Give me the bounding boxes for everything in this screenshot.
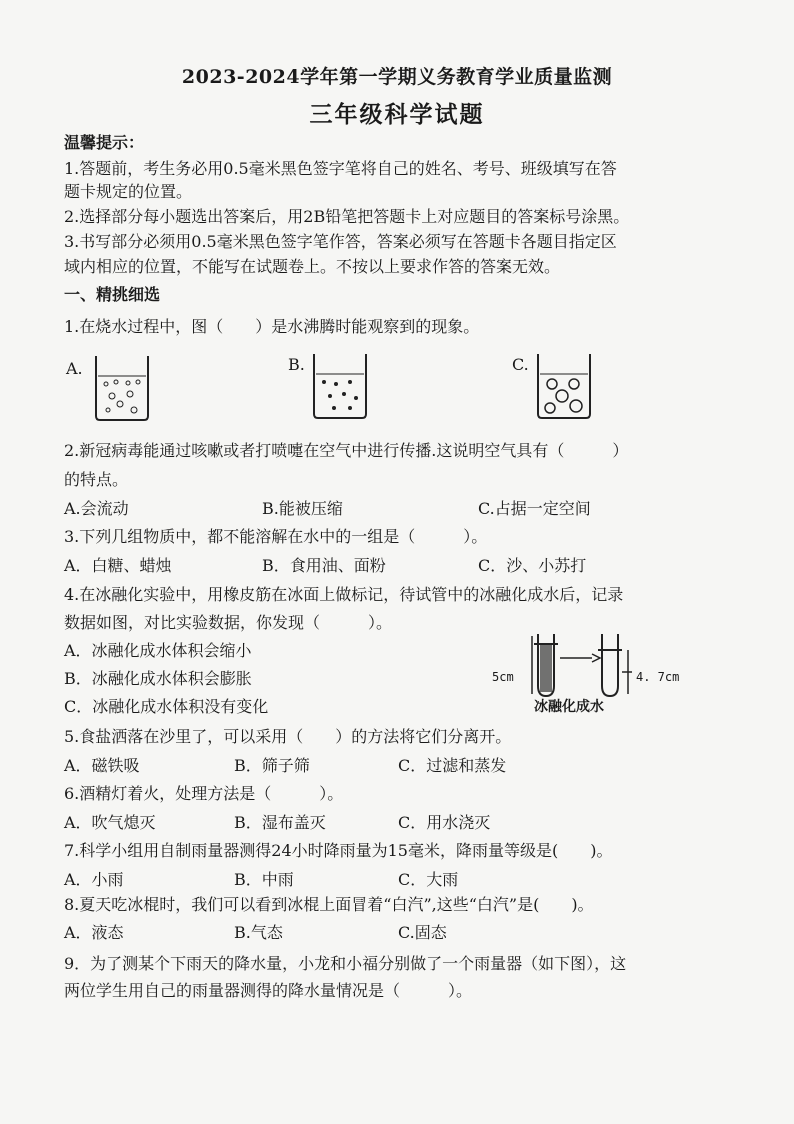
q4-option-c: C．冰融化成水体积没有变化 xyxy=(64,697,269,716)
q3-option-c: C．沙、小苏打 xyxy=(478,556,587,575)
ice-left-label: 5cm xyxy=(492,670,514,684)
exam-subtitle: 三年级科学试题 xyxy=(309,101,485,128)
q2-option-c: C.占据一定空间 xyxy=(478,499,591,518)
beaker-b-figure xyxy=(310,350,370,420)
question-5: 5.食盐洒落在沙里了，可以采用（ ）的方法将它们分离开。 xyxy=(64,727,512,746)
q2-option-a: A.会流动 xyxy=(64,499,129,518)
q4-option-b: B．冰融化成水体积会膨胀 xyxy=(64,669,252,688)
notice-line: 1.答题前，考生务必用0.5毫米黑色签字笔将自己的姓名、考号、班级填写在答 xyxy=(64,159,617,178)
q6-option-b: B．湿布盖灭 xyxy=(234,813,326,832)
q5-option-b: B．筛子筛 xyxy=(234,756,310,775)
q4-option-a: A．冰融化成水体积会缩小 xyxy=(64,641,252,660)
question-4: 4.在冰融化实验中，用橡皮筋在冰面上做标记，待试管中的冰融化成水后，记录 xyxy=(64,585,624,604)
notice-heading: 温馨提示： xyxy=(64,133,145,152)
question-2: 2.新冠病毒能通过咳嗽或者打喷嚏在空气中进行传播.这说明空气具有（ ） xyxy=(64,441,629,460)
q3-option-a: A．白糖、蜡烛 xyxy=(64,556,172,575)
question-3: 3.下列几组物质中，都不能溶解在水中的一组是（ ）。 xyxy=(64,527,488,546)
beaker-c-figure xyxy=(534,350,594,420)
question-6: 6.酒精灯着火，处理方法是（ ）。 xyxy=(64,784,344,803)
question-4-cont: 数据如图，对比实验数据，你发现（ ）。 xyxy=(64,613,393,632)
q6-option-c: C．用水浇灭 xyxy=(398,813,491,832)
ice-right-label: 4. 7cm xyxy=(636,670,680,684)
question-9-cont: 两位学生用自己的雨量器测得的降水量情况是（ ）。 xyxy=(64,981,473,1000)
q8-option-a: A．液态 xyxy=(64,923,124,942)
q7-option-b: B．中雨 xyxy=(234,870,294,889)
q5-option-c: C．过滤和蒸发 xyxy=(398,756,507,775)
q8-option-c: C.固态 xyxy=(398,923,447,942)
section-heading: 一、精挑细选 xyxy=(64,285,161,304)
question-2-cont: 的特点。 xyxy=(64,470,129,489)
q8-option-b: B.气态 xyxy=(234,923,283,942)
notice-line: 2.选择部分每小题选出答案后，用2B铅笔把答题卡上对应题目的答案标号涂黑。 xyxy=(64,207,630,226)
ice-figure-caption: 冰融化成水 xyxy=(534,699,604,715)
q6-option-a: A．吹气熄灭 xyxy=(64,813,156,832)
question-1: 1.在烧水过程中，图（ ）是水沸腾时能观察到的现象。 xyxy=(64,317,480,336)
exam-title: 2023-2024学年第一学期义务教育学业质量监测 xyxy=(181,66,613,88)
q2-option-b: B.能被压缩 xyxy=(262,499,343,518)
notice-line: 题卡规定的位置。 xyxy=(64,182,193,201)
q1-option-a-label: A. xyxy=(66,359,83,378)
q5-option-a: A．磁铁吸 xyxy=(64,756,140,775)
beaker-a-figure xyxy=(92,352,152,422)
question-9: 9．为了测某个下雨天的降水量，小龙和小福分别做了一个雨量器（如下图），这 xyxy=(64,954,627,973)
notice-line: 域内相应的位置，不能写在试题卷上。不按以上要求作答的答案无效。 xyxy=(64,257,561,276)
q1-option-b-label: B. xyxy=(288,355,305,374)
question-8: 8.夏天吃冰棍时，我们可以看到冰棍上面冒着“白汽”,这些“白汽”是( )。 xyxy=(64,895,594,914)
q3-option-b: B．食用油、面粉 xyxy=(262,556,386,575)
q1-option-c-label: C. xyxy=(512,355,529,374)
notice-line: 3.书写部分必须用0.5毫米黑色签字笔作答，答案必须写在答题卡各题目指定区 xyxy=(64,232,617,251)
q7-option-a: A．小雨 xyxy=(64,870,124,889)
question-7: 7.科学小组用自制雨量器测得24小时降雨量为15毫米，降雨量等级是( )。 xyxy=(64,841,613,860)
q7-option-c: C．大雨 xyxy=(398,870,459,889)
